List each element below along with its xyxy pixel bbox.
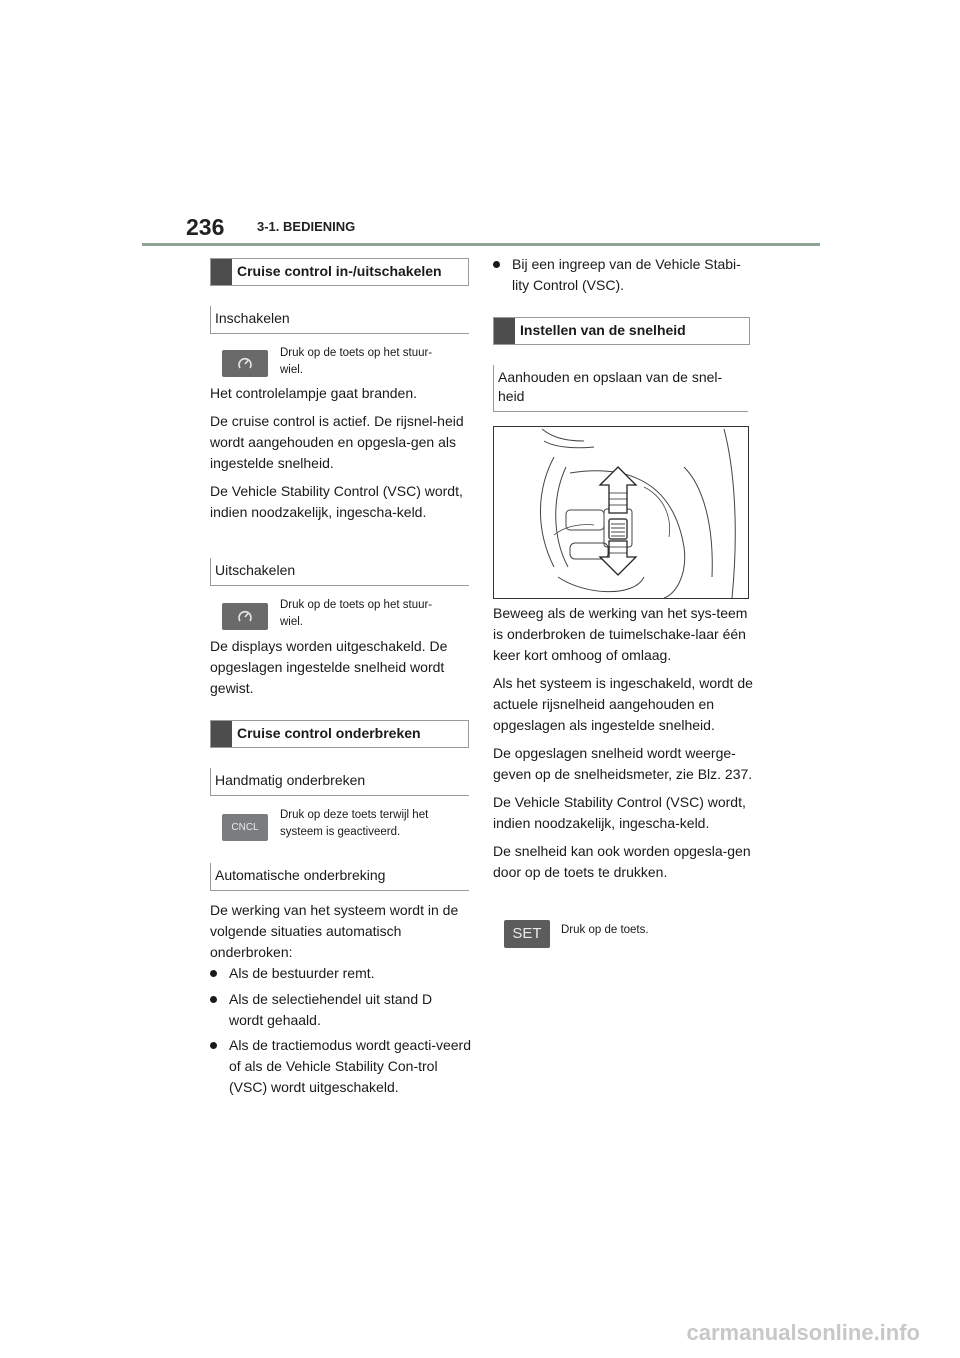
section-heading-text: Cruise control in-/uitschakelen bbox=[237, 263, 442, 279]
bullet-dot bbox=[210, 970, 217, 977]
section-tab bbox=[494, 318, 515, 344]
bullet-item bbox=[493, 254, 748, 296]
paragraph: De displays worden uitgeschakeld. De opgeslagen ingestelde snelheid wordt gewist. bbox=[210, 638, 448, 696]
paragraph: De Vehicle Stability Control (VSC) wordt, indien noodzakelijk, ingescha-keld. bbox=[493, 794, 746, 831]
section-heading-text: Cruise control onderbreken bbox=[237, 725, 421, 741]
section-heading-cruise-onoff bbox=[210, 258, 469, 286]
cruise-button-image bbox=[222, 350, 268, 377]
section-heading-onderbreken bbox=[210, 720, 469, 748]
button-note: Druk op de toets op het stuur-wiel. bbox=[280, 599, 433, 628]
section-tab bbox=[211, 721, 232, 747]
header-divider bbox=[142, 243, 820, 246]
subheading-handmatig: Handmatig onderbreken bbox=[210, 768, 469, 796]
cncl-button-image: CNCL bbox=[222, 814, 268, 841]
paragraph: De werking van het systeem wordt in de volgende situaties automatisch onderbroken: bbox=[210, 902, 459, 960]
paragraph-group-inschakelen bbox=[210, 383, 466, 530]
bullet-text: Bij een ingreep van de Vehicle Stabi-lity Control (VSC). bbox=[512, 256, 741, 293]
paragraph: De opgeslagen snelheid wordt weerge-geven op de snelheidsmeter, zie Blz. 237. bbox=[493, 745, 753, 782]
steering-switch-illustration bbox=[493, 426, 749, 599]
bullet-item bbox=[210, 989, 465, 1031]
paragraph-automatisch bbox=[210, 900, 470, 970]
steering-wheel-drawing bbox=[494, 427, 748, 598]
bullet-text: Als de bestuurder remt. bbox=[229, 965, 375, 981]
cruise-button-image bbox=[222, 603, 268, 630]
paragraph: De cruise control is actief. De rijsnel-heid wordt aangehouden en opgesla-gen als ingestelde snelheid. bbox=[210, 413, 464, 471]
bullet-text: Als de selectiehendel uit stand D wordt gehaald. bbox=[229, 991, 433, 1028]
switch-up-arrow-icon bbox=[600, 467, 636, 513]
section-tab bbox=[211, 259, 232, 285]
cruise-control-icon bbox=[236, 608, 254, 626]
bullet-dot bbox=[493, 261, 500, 268]
paragraph: De snelheid kan ook worden opgesla-gen door op de toets te drukken. bbox=[493, 843, 751, 880]
chapter-title: 3-1. BEDIENING bbox=[257, 219, 356, 234]
subheading-aanhouden: Aanhouden en opslaan van de snel-heid bbox=[493, 365, 748, 412]
page-number: 236 bbox=[186, 214, 225, 240]
subheading-uitschakelen: Uitschakelen bbox=[210, 558, 469, 586]
bullet-item bbox=[210, 963, 465, 984]
subheading-automatisch: Automatische onderbreking bbox=[210, 863, 469, 891]
set-button-image: SET bbox=[504, 920, 550, 948]
bullet-dot bbox=[210, 996, 217, 1003]
section-heading-text: Instellen van de snelheid bbox=[520, 322, 686, 338]
paragraph-uitschakelen bbox=[210, 636, 466, 706]
paragraph: Het controlelampje gaat branden. bbox=[210, 385, 418, 401]
cruise-control-icon bbox=[236, 355, 254, 373]
button-note: Druk op de toets. bbox=[561, 924, 649, 936]
bullet-item bbox=[210, 1035, 472, 1098]
button-note: Druk op de toets op het stuur-wiel. bbox=[280, 347, 433, 376]
paragraph: De Vehicle Stability Control (VSC) wordt, indien noodzakelijk, ingescha-keld. bbox=[210, 483, 463, 520]
watermark: carmanualsonline.info bbox=[686, 1320, 920, 1345]
paragraph: Beweeg als de werking van het sys-teem is onderbroken de tuimelschake-laar één keer kort omhoog of omlaag. bbox=[493, 605, 748, 663]
paragraph: Als het systeem is ingeschakeld, wordt de actuele rijsnelheid aangehouden en opgeslagen als ingestelde snelheid. bbox=[493, 675, 753, 733]
bullet-dot bbox=[210, 1042, 217, 1049]
paragraph-group-snelheid bbox=[493, 603, 753, 890]
bullet-text: Als de tractiemodus wordt geacti-veerd of als de Vehicle Stability Con-trol (VSC) wordt uitgeschakeld. bbox=[229, 1037, 471, 1095]
button-note: Druk op deze toets terwijl het systeem is geactiveerd. bbox=[280, 809, 429, 838]
subheading-inschakelen: Inschakelen bbox=[210, 306, 469, 334]
section-heading-snelheid bbox=[493, 317, 750, 345]
